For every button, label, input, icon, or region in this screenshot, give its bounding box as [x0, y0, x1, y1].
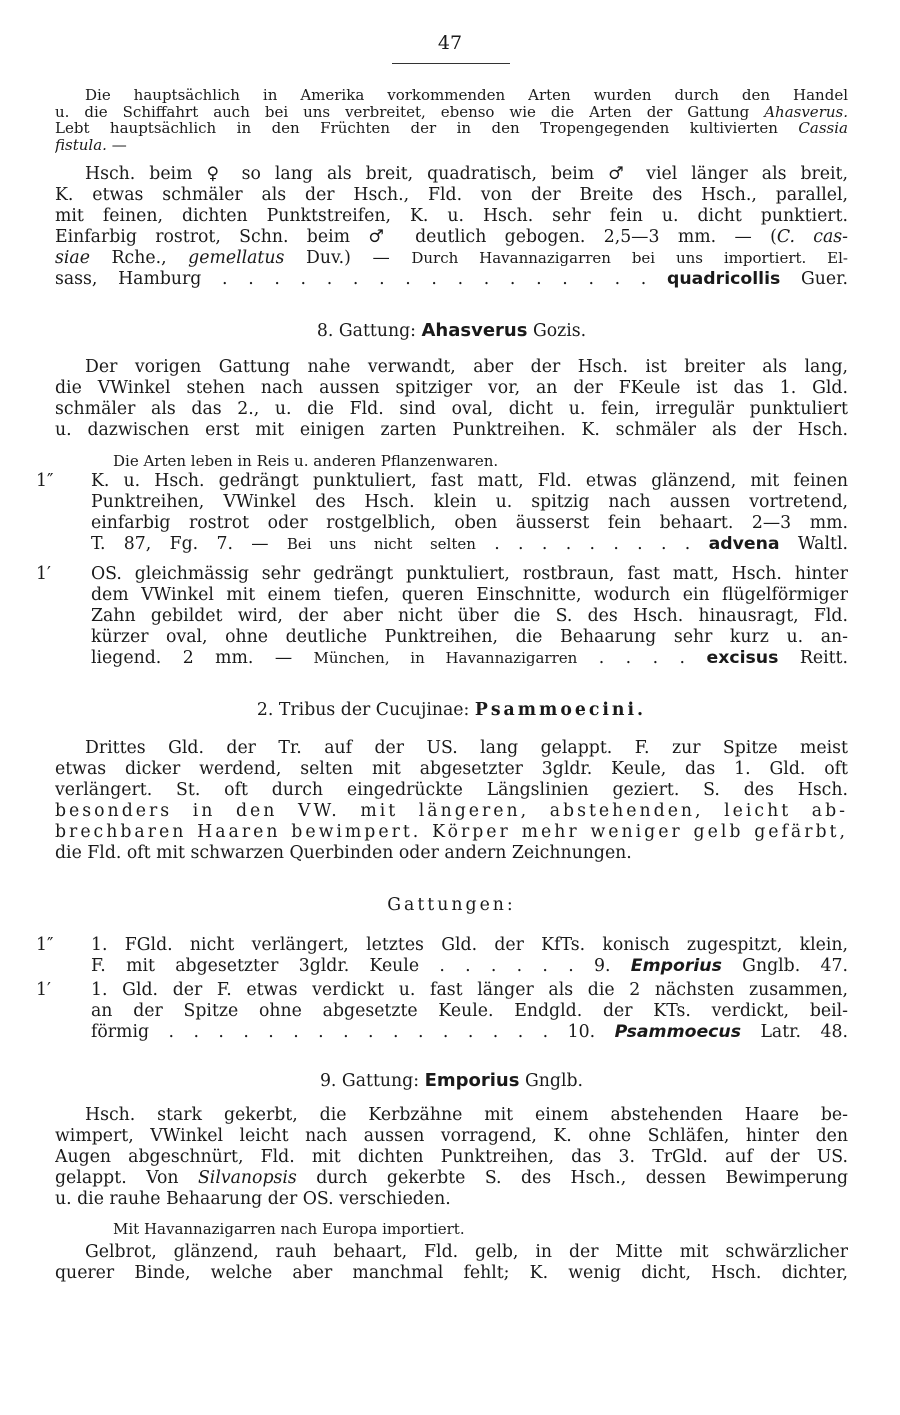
quadricollis-description: [55, 164, 848, 290]
species-name: quadricollis: [666, 269, 781, 289]
key-entry-advena: [36, 471, 848, 555]
text-line: Die hauptsächlich in Amerika vorkommenden Arten wurden durch den Handel: [85, 87, 848, 104]
text-line: Der vorigen Gattung nahe verwandt, aber der Hsch. ist breiter als lang,: [85, 357, 848, 377]
genus-heading: 9. Gattung: Emporius Gnglb.: [319, 1070, 584, 1091]
text-line: Zahn gebildet wird, der aber nicht über die S. des Hsch. hinausragt, Fld.: [91, 606, 848, 626]
text-line: kürzer oval, ohne deutliche Punktreihen, die Behaarung sehr kurz u. an-: [91, 627, 848, 647]
text-line: Augen abgeschnürt, Fld. mit dichten Punktreihen, das 3. TrGld. auf der US.: [55, 1147, 848, 1167]
text-line: u. dazwischen erst mit einigen zarten Punktreihen. K. schmäler als der Hsch.: [55, 420, 848, 440]
text-line: besonders in den VW. mit längeren, abstehenden, leicht ab-: [55, 801, 848, 821]
text-line: F. mit abgesetzter 3gldr. Keule . . . . . . 9. Emporius Gnglb. 47.: [91, 956, 848, 976]
text-line: die VWinkel stehen nach aussen spitziger vor, an der FKeule ist das 1. Gld.: [55, 378, 848, 398]
text-line: K. etwas schmäler als der Hsch., Fld. von der Breite des Hsch., parallel,: [55, 185, 848, 205]
ahasverus-note: [55, 453, 848, 470]
text-line: 1. Gld. der F. etwas verdickt u. fast länger als die 2 nächsten zusammen,: [91, 980, 848, 1000]
text-line: dem VWinkel mit einem tiefen, queren Einschnitte, wodurch ein flügelförmiger: [91, 585, 848, 605]
text-line: u. die rauhe Behaarung der OS. verschieden.: [55, 1189, 451, 1209]
text-line: Mit Havannazigarren nach Europa importiert.: [113, 1221, 465, 1238]
tribus-heading: 2. Tribus der Cucujinae: Psammoecini.: [256, 700, 647, 720]
key-number: 1′: [36, 980, 51, 1000]
psammoecini-description: [55, 738, 848, 864]
text-line: K. u. Hsch. gedrängt punktuliert, fast matt, Fld. etwas glänzend, mit feinen: [91, 471, 848, 491]
text-line: die Fld. oft mit schwarzen Querbinden oder andern Zeichnungen.: [55, 843, 632, 863]
text-line: etwas dicker werdend, selten mit abgesetzter 3gldr. Keule, das 1. Gld. oft: [55, 759, 848, 779]
text-line: verlängert. St. oft durch eingedrückte Längslinien geziert. S. des Hsch.: [55, 780, 848, 800]
text-line: sass, Hamburg . . . . . . . . . . . . . . . . . quadricollis Guer.: [55, 269, 848, 289]
text-line: mit feinen, dichten Punktstreifen, K. u. Hsch. sehr fein u. dicht punktiert.: [55, 206, 848, 226]
text-line: querer Binde, welche aber manchmal fehlt; K. wenig dicht, Hsch. dichter,: [55, 1263, 848, 1283]
key-number: 1″: [36, 935, 54, 955]
genus-name: Psammoecus: [614, 1022, 741, 1042]
header-rule: [392, 63, 510, 64]
text-line: förmig . . . . . . . . . . . . . . . . 10. Psammoecus Latr. 48.: [91, 1022, 848, 1042]
species-name: excisus: [706, 648, 779, 668]
genera-heading: Gattungen:: [387, 895, 516, 915]
text-line: Einfarbig rostrot, Schn. beim ♂ deutlich gebogen. 2,5—3 mm. — (C. cas-: [55, 227, 848, 247]
text-line: fistula. —: [55, 136, 127, 154]
text-line: Lebt hauptsächlich in den Früchten der in den Tropengegenden kultivierten Cassia: [55, 120, 848, 137]
genus-heading: 8. Gattung: Ahasverus Gozis.: [316, 320, 587, 341]
text-line: OS. gleichmässig sehr gedrängt punktuliert, rostbraun, fast matt, Hsch. hinter: [91, 564, 848, 584]
text-line: Punktreihen, VWinkel des Hsch. klein u. spitzig nach aussen vortretend,: [91, 492, 848, 512]
text-line: siae Rche., gemellatus Duv.) — Durch Havannazigarren bei uns importiert. El-: [55, 248, 848, 268]
text-line: liegend. 2 mm. — München, in Havannazigarren . . . . excisus Reitt.: [91, 648, 848, 668]
text-line: an der Spitze ohne abgesetzte Keule. Endgld. der KTs. verdickt, beil-: [91, 1001, 848, 1021]
text-line: Hsch. stark gekerbt, die Kerbzähne mit einem abstehenden Haare be-: [85, 1105, 848, 1125]
key-number: 1″: [36, 471, 54, 491]
text-line: gelappt. Von Silvanopsis durch gekerbte S. des Hsch., dessen Bewimperung: [55, 1168, 848, 1188]
text-line: einfarbig rostrot oder rostgelblich, oben äusserst fein behaart. 2—3 mm.: [91, 513, 848, 533]
emporius-description: [55, 1105, 848, 1210]
species-name: advena: [708, 534, 780, 554]
text-line: Die Arten leben in Reis u. anderen Pflanzenwaren.: [113, 453, 499, 470]
text-line: Drittes Gld. der Tr. auf der US. lang gelappt. F. zur Spitze meist: [85, 738, 848, 758]
intro-paragraph: [55, 87, 848, 153]
genus-name: Emporius: [630, 956, 722, 976]
key-number: 1′: [36, 564, 51, 584]
text-line: schmäler als das 2., u. die Fld. sind oval, dicht u. fein, irregulär punktuliert: [55, 399, 848, 419]
text-line: Gelbrot, glänzend, rauh behaart, Fld. gelb, in der Mitte mit schwärzlicher: [85, 1242, 848, 1262]
genus-key-psammoecus: [36, 980, 848, 1043]
ahasverus-description: [55, 357, 848, 441]
text-line: wimpert, VWinkel leicht nach aussen vorragend, K. ohne Schläfen, hinter den: [55, 1126, 848, 1146]
text-line: 1. FGld. nicht verlängert, letztes Gld. der KfTs. konisch zugespitzt, klein,: [91, 935, 848, 955]
text-line: u. die Schiffahrt auch bei uns verbreitet, ebenso wie die Arten der Gattung Ahasverus.: [55, 103, 848, 121]
text-line: brechbaren Haaren bewimpert. Körper mehr weniger gelb gefärbt,: [55, 822, 848, 842]
emporius-species-description: [55, 1242, 848, 1284]
text-line: Hsch. beim ♀ so lang als breit, quadratisch, beim ♂ viel länger als breit,: [85, 164, 848, 184]
key-entry-excisus: [36, 564, 848, 669]
genus-key-emporius: [36, 935, 848, 977]
page-number: 47: [437, 32, 463, 54]
text-line: T. 87, Fg. 7. — Bei uns nicht selten . . . . . . . . . advena Waltl.: [91, 534, 848, 554]
emporius-note: [55, 1221, 848, 1238]
